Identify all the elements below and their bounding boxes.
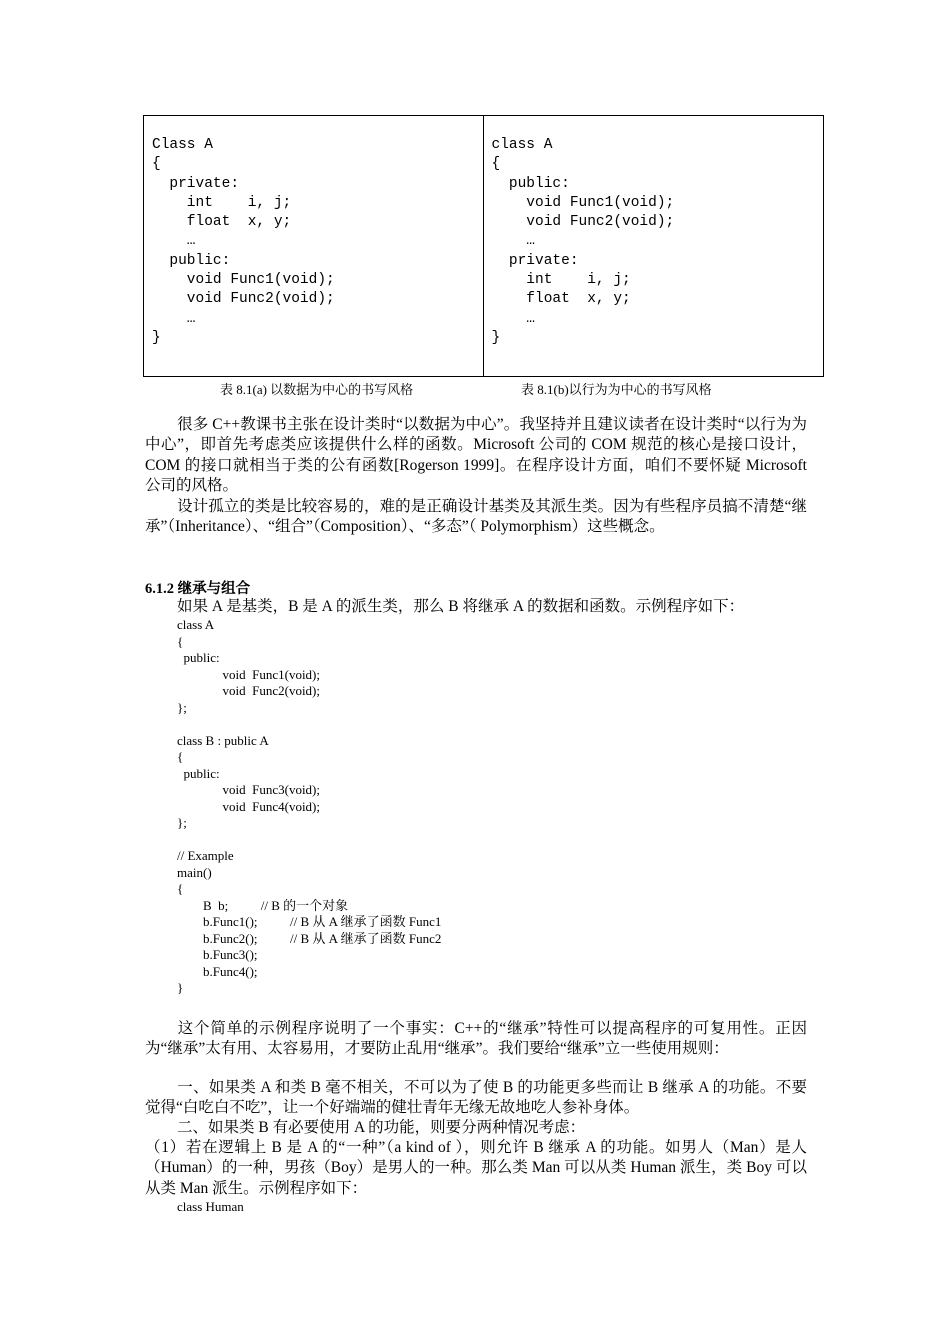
- table-captions: [143, 379, 824, 397]
- paragraph-rule-one: [145, 1078, 807, 1119]
- code-block-data-centered: Class A { private: int i, j; float x, y; … public: void Func1(void); void Func2(void); … }: [152, 137, 335, 346]
- paragraph-kind-of: [145, 1138, 807, 1199]
- caption-table-8-1b: 表 8.1(b)以行为为中心的书写风格: [521, 382, 712, 397]
- table-cell-data-centered: [144, 116, 484, 376]
- paragraph-inheritance-fact: [145, 1019, 807, 1060]
- section-heading: 6.1.2 继承与组合: [145, 581, 251, 597]
- code-example-human: class Human: [177, 1199, 244, 1214]
- paragraph-text: （1）若在逻辑上 B 是 A 的“一种”（a kind of ），则允许 B 继承 A 的功能。如男人（Man）是人（Human）的一种，男孩（Boy）是男人的一种。那么类 Man 可以从类 Human 派生，类 Boy 可以从类 Man 派生。示例程序如下：: [145, 1139, 807, 1197]
- code-block-behavior-centered: class A { public: void Func1(void); void Func2(void); … private: int i, j; float x, y; … }: [491, 137, 675, 346]
- paragraph-rule-two: [145, 1118, 807, 1138]
- comparison-table: [143, 115, 824, 377]
- paragraph-text: 设计孤立的类是比较容易的，难的是正确设计基类及其派生类。因为有些程序员搞不清楚“继承”（Inheritance）、“组合”（Composition）、“多态”（ Polymorphism）这些概念。: [145, 498, 807, 536]
- caption-table-8-1a: 表 8.1(a) 以数据为中心的书写风格: [220, 382, 414, 397]
- paragraph-text: 一、如果类 A 和类 B 毫不相关，不可以为了使 B 的功能更多些而让 B 继承 A 的功能。不要觉得“白吃白不吃”，让一个好端端的健壮青年无缘无故地吃人参补身体。: [145, 1079, 807, 1117]
- paragraph-text: 很多 C++教课书主张在设计类时“以数据为中心”。我坚持并且建议读者在设计类时“以行为为中心”，即首先考虑类应该提供什么样的函数。Microsoft 公司的 COM 规范的核心是接口设计，COM 的接口就相当于类的公有函数[Rogerson 1999]。在程序设计方面，咱们不要怀疑 Microsoft 公司的风格。: [145, 416, 807, 494]
- paragraph-text: 二、如果类 B 有必要使用 A 的功能，则要分两种情况考虑：: [177, 1119, 586, 1136]
- paragraph-text: 这个简单的示例程序说明了一个事实：C++的“继承”特性可以提高程序的可复用性。正因为“继承”太有用、太容易用，才要防止乱用“继承”。我们要给“继承”立一些使用规则：: [145, 1020, 807, 1058]
- paragraph-text: 如果 A 是基类，B 是 A 的派生类，那么 B 将继承 A 的数据和函数。示例程序如下：: [177, 598, 745, 615]
- paragraph-inheritance-intro: [145, 597, 744, 617]
- table-cell-behavior-centered: [484, 116, 824, 376]
- paragraph-data-vs-behavior: [145, 415, 807, 496]
- paragraph-inheritance-concepts: [145, 497, 807, 538]
- code-example-inheritance: class A { public: void Func1(void); void Func2(void); }; class B : public A { public: void Func3(void); void Func4(void); }; // Example main() { B b; // B 的一个对象 b.Func1(); // B 从 A 继承了函数 Func1 b.Func2(); // B 从 A 继承了函数 Func2 b.Func3(); b.Func4(); }: [177, 617, 442, 995]
